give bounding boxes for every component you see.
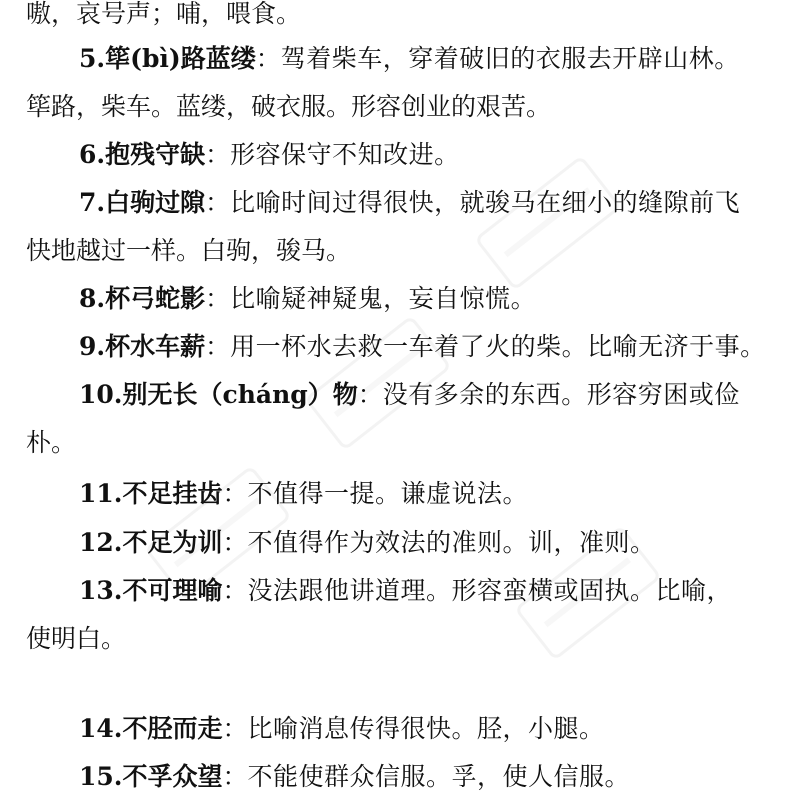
entry-colon: ：: [205, 284, 231, 313]
entry-number: 11.: [79, 479, 123, 508]
line-text: 朴。: [26, 428, 77, 457]
idiom-entry: [0, 705, 800, 753]
entry-number: 7.: [79, 188, 106, 217]
entry-number: 5.: [79, 44, 106, 73]
entry-definition: 比喻疑神疑鬼，妄自惊慌。: [230, 284, 537, 313]
entry-colon: ：: [222, 762, 248, 791]
entry-colon: ：: [255, 44, 281, 73]
entry-term: 不足为训: [122, 528, 223, 557]
idiom-entry: [0, 519, 800, 567]
entry-term: 不胫而走: [122, 714, 223, 743]
entry-term: 抱残守缺: [105, 140, 206, 169]
entry-number: 12.: [79, 528, 123, 557]
idiom-entry: [0, 371, 800, 419]
text-line: [0, 0, 800, 38]
entry-colon: ：: [205, 332, 231, 361]
entry-term: 别无长（cháng）物: [122, 380, 358, 409]
text-line: [0, 615, 800, 663]
idiom-entry: [0, 323, 800, 371]
entry-number: 13.: [79, 576, 123, 605]
line-text: 筚路，柴车。蓝缕，破衣服。形容创业的艰苦。: [26, 92, 552, 121]
idiom-entry: [0, 179, 800, 227]
line-text: 快地越过一样。白驹，骏马。: [26, 236, 352, 265]
idiom-entry: [0, 35, 800, 83]
entry-number: 8.: [79, 284, 106, 313]
entry-definition: 没法跟他讲道理。形容蛮横或固执。比喻，: [247, 576, 733, 605]
text-line: [0, 419, 800, 467]
entry-term: 不可理喻: [122, 576, 223, 605]
entry-definition: 比喻时间过得很快，就骏马在细小的缝隙前飞: [230, 188, 741, 217]
entry-number: 15.: [79, 762, 123, 791]
entry-colon: ：: [357, 380, 383, 409]
entry-colon: ：: [222, 576, 248, 605]
entry-number: 6.: [79, 140, 106, 169]
entry-colon: ：: [222, 479, 248, 508]
line-text: 嗷，哀号声；哺，喂食。: [26, 0, 302, 28]
entry-term: 不孚众望: [122, 762, 223, 791]
entry-definition: 没有多余的东西。形容穷困或俭: [382, 380, 740, 409]
entry-term: 白驹过隙: [105, 188, 206, 217]
idiom-entry: [0, 753, 800, 800]
entry-definition: 形容保守不知改进。: [230, 140, 460, 169]
idiom-entry: [0, 131, 800, 179]
entry-number: 9.: [79, 332, 106, 361]
entry-term: 杯弓蛇影: [105, 284, 206, 313]
entry-definition: 不能使群众信服。孚，使人信服。: [247, 762, 631, 791]
entry-term: 筚(bì)路蓝缕: [105, 44, 256, 73]
entry-definition: 用一杯水去救一车着了火的柴。比喻无济于事。: [230, 332, 766, 361]
text-line: [0, 83, 800, 131]
entry-colon: ：: [222, 528, 248, 557]
entry-term: 杯水车薪: [105, 332, 206, 361]
entry-colon: ：: [222, 714, 248, 743]
entry-number: 14.: [79, 714, 123, 743]
entry-definition: 不值得一提。谦虚说法。: [247, 479, 529, 508]
entry-colon: ：: [205, 188, 231, 217]
idiom-entry: [0, 470, 800, 518]
entry-term: 不足挂齿: [122, 479, 223, 508]
entry-colon: ：: [205, 140, 231, 169]
idiom-entry: [0, 275, 800, 323]
entry-number: 10.: [79, 380, 123, 409]
entry-definition: 驾着柴车，穿着破旧的衣服去开辟山林。: [280, 44, 740, 73]
entry-definition: 不值得作为效法的准则。训，准则。: [247, 528, 656, 557]
line-text: 使明白。: [26, 624, 127, 653]
text-line: [0, 227, 800, 275]
idiom-entry: [0, 567, 800, 615]
entry-definition: 比喻消息传得很快。胫，小腿。: [247, 714, 605, 743]
